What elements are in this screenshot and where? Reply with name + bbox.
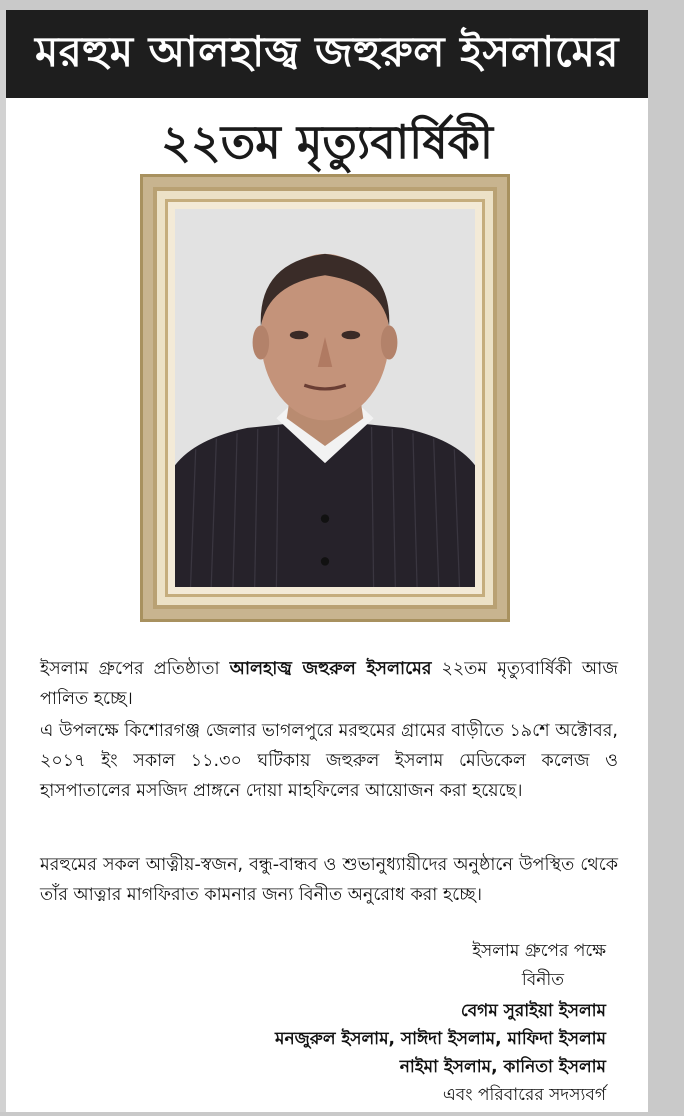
paragraph-1-prefix: ইসলাম গ্রুপের প্রতিষ্ঠাতা [40, 659, 230, 679]
title-banner [6, 10, 648, 98]
portrait-photo [175, 209, 475, 587]
paragraph-2: এ উপলক্ষে কিশোরগঞ্জ জেলার ভাগলপুরে মরহুমের গ্রামের বাড়ীতে ১৯শে অক্টোবর, ২০১৭ ইং সকাল ১১.৩০ ঘটিকায় জহুরুল ইসলাম মেডিকেল কলেজ ও হাসপাতালের মসজিদ প্রাঙ্গনে দোয়া মাহফিলের আয়োজন করা হয়েছে। [40, 721, 618, 801]
anniversary-subtitle: ২২তম মৃত্যুবার্ষিকী [160, 115, 494, 169]
portrait-image [175, 209, 475, 587]
obituary-notice [0, 10, 648, 1112]
paragraph-3: মরহুমের সকল আত্নীয়-স্বজন, বন্ধু-বান্ধব ও শুভানুধ্যায়ীদের অনুষ্ঠানে উপস্থিত থেকে তাঁর আত্নার মাগফিরাত কামনার জন্য বিনীত অনুরোধ করা হচ্ছে। [40, 855, 618, 905]
signature-name-1: বেগম সুরাইয়া ইসলাম [460, 1001, 606, 1021]
signature-name-3: নাইমা ইসলাম, কানিতা ইসলাম [399, 1057, 606, 1077]
signature-name-2: মনজুরুল ইসলাম, সাঈদা ইসলাম, মাফিদা ইসলাম [275, 1029, 606, 1049]
portrait-frame [140, 174, 510, 622]
signature-humbly: বিনীত [521, 970, 564, 990]
frame-border [153, 187, 497, 609]
signature-on-behalf: ইসলাম গ্রুপের পক্ষে [472, 941, 606, 961]
paragraph-1 [40, 654, 618, 714]
frame-mat [165, 199, 485, 597]
signature-family: এবং পরিবারের সদস্যবর্গ [442, 1085, 606, 1105]
paragraph-1-suffix: ২২তম মৃত্যুবার্ষিকী আজ পালিত হচ্ছে। [40, 659, 618, 709]
deceased-name: আলহাজ্ব জহুরুল ইসলামের [229, 659, 432, 679]
banner-title: মরহুম আলহাজ্ব জহুরুল ইসলামের [34, 26, 620, 76]
